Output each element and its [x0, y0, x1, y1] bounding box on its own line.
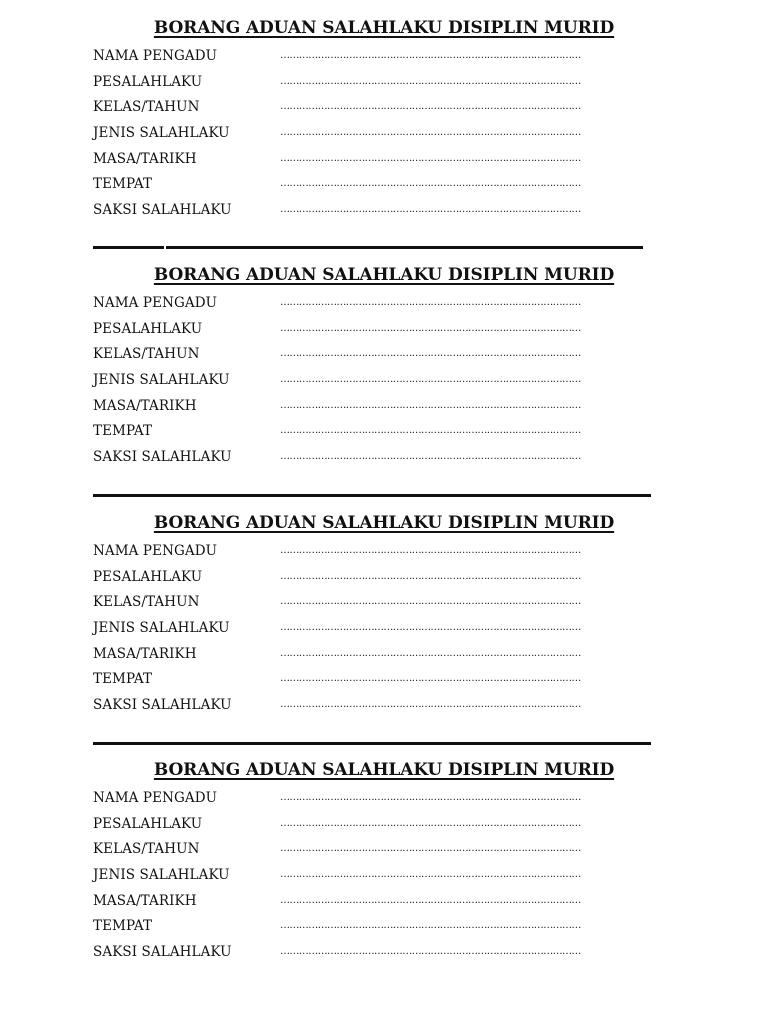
- field-blank-line: ……………………………………………………………………………………: [280, 152, 581, 164]
- field-label: SAKSI SALAHLAKU: [93, 202, 232, 219]
- field-blank-line: ……………………………………………………………………………………: [280, 946, 581, 958]
- field-row-pesalahlaku: [93, 320, 673, 346]
- field-blank-line: ……………………………………………………………………………………: [280, 425, 581, 437]
- field-blank-line: ……………………………………………………………………………………: [280, 545, 581, 556]
- divider-gap: [164, 246, 166, 249]
- field-label: KELAS/TAHUN: [93, 594, 200, 611]
- field-row-masa-tarikh: [93, 397, 673, 423]
- field-row-saksi-salahlaku: [93, 696, 673, 722]
- field-row-tempat: [93, 670, 673, 696]
- field-label: KELAS/TAHUN: [93, 841, 200, 858]
- form-fields: [93, 47, 673, 227]
- field-blank-line: ……………………………………………………………………………………: [280, 50, 581, 61]
- field-row-nama-pengadu: [93, 542, 673, 568]
- field-blank-line: ……………………………………………………………………………………: [280, 322, 581, 334]
- field-row-jenis-salahlaku: [93, 866, 673, 892]
- field-row-nama-pengadu: [93, 789, 673, 815]
- field-label: PESALAHLAKU: [93, 320, 203, 337]
- field-label: SAKSI SALAHLAKU: [93, 449, 232, 466]
- field-row-kelas-tahun: [93, 840, 673, 866]
- field-row-saksi-salahlaku: [93, 943, 673, 969]
- section-divider: [93, 742, 651, 745]
- field-blank-line: ……………………………………………………………………………………: [280, 75, 581, 87]
- complaint-form-4: [0, 759, 768, 979]
- form-fields: [93, 294, 673, 474]
- field-row-jenis-salahlaku: [93, 619, 673, 645]
- field-blank-line: ……………………………………………………………………………………: [280, 570, 581, 582]
- field-label: KELAS/TAHUN: [93, 346, 200, 363]
- field-blank-line: ……………………………………………………………………………………: [280, 699, 581, 711]
- field-blank-line: ……………………………………………………………………………………: [280, 374, 581, 386]
- field-label: NAMA PENGADU: [93, 543, 218, 559]
- field-row-jenis-salahlaku: [93, 124, 673, 150]
- field-label: JENIS SALAHLAKU: [93, 867, 230, 884]
- field-label: MASA/TARIKH: [93, 397, 197, 414]
- form-title: BORANG ADUAN SALAHLAKU DISIPLIN MURID: [153, 513, 615, 533]
- field-label: TEMPAT: [93, 423, 153, 440]
- field-blank-line: ……………………………………………………………………………………: [280, 451, 581, 463]
- field-label: MASA/TARIKH: [93, 645, 197, 662]
- field-blank-line: ……………………………………………………………………………………: [280, 399, 581, 411]
- field-row-saksi-salahlaku: [93, 201, 673, 227]
- field-row-pesalahlaku: [93, 568, 673, 594]
- field-blank-line: ……………………………………………………………………………………: [280, 920, 581, 932]
- section-divider: [93, 246, 643, 249]
- field-row-tempat: [93, 175, 673, 201]
- field-label: KELAS/TAHUN: [93, 99, 200, 116]
- field-label: JENIS SALAHLAKU: [93, 620, 230, 637]
- field-blank-line: ……………………………………………………………………………………: [280, 204, 581, 216]
- section-divider: [93, 494, 651, 497]
- field-row-kelas-tahun: [93, 345, 673, 371]
- field-row-nama-pengadu: [93, 294, 673, 320]
- form-fields: [93, 789, 673, 969]
- field-blank-line: ……………………………………………………………………………………: [280, 622, 581, 634]
- field-blank-line: ……………………………………………………………………………………: [280, 127, 581, 139]
- field-label: JENIS SALAHLAKU: [93, 125, 230, 142]
- field-row-saksi-salahlaku: [93, 448, 673, 474]
- field-blank-line: ……………………………………………………………………………………: [280, 297, 581, 308]
- field-label: TEMPAT: [93, 918, 153, 935]
- field-label: NAMA PENGADU: [93, 295, 218, 311]
- form-title: BORANG ADUAN SALAHLAKU DISIPLIN MURID: [153, 265, 615, 285]
- field-blank-line: ……………………………………………………………………………………: [280, 869, 581, 881]
- field-blank-line: ……………………………………………………………………………………: [280, 178, 581, 190]
- field-label: NAMA PENGADU: [93, 48, 218, 64]
- field-row-masa-tarikh: [93, 892, 673, 918]
- field-row-kelas-tahun: [93, 593, 673, 619]
- field-row-tempat: [93, 917, 673, 943]
- field-label: MASA/TARIKH: [93, 892, 197, 909]
- field-label: NAMA PENGADU: [93, 790, 218, 806]
- field-label: PESALAHLAKU: [93, 815, 203, 832]
- field-label: PESALAHLAKU: [93, 568, 203, 585]
- form-fields: [93, 542, 673, 722]
- field-row-pesalahlaku: [93, 73, 673, 99]
- field-blank-line: ……………………………………………………………………………………: [280, 843, 581, 855]
- field-row-masa-tarikh: [93, 150, 673, 176]
- field-row-nama-pengadu: [93, 47, 673, 73]
- field-row-pesalahlaku: [93, 815, 673, 841]
- field-label: TEMPAT: [93, 176, 153, 193]
- complaint-form-2: [0, 264, 768, 484]
- field-blank-line: ……………………………………………………………………………………: [280, 596, 581, 608]
- field-label: SAKSI SALAHLAKU: [93, 944, 232, 961]
- field-row-kelas-tahun: [93, 98, 673, 124]
- complaint-form-1: [0, 17, 768, 237]
- field-blank-line: ……………………………………………………………………………………: [280, 101, 581, 113]
- form-title: BORANG ADUAN SALAHLAKU DISIPLIN MURID: [153, 760, 615, 780]
- field-row-tempat: [93, 422, 673, 448]
- field-label: MASA/TARIKH: [93, 150, 197, 167]
- field-label: TEMPAT: [93, 671, 153, 688]
- form-title: BORANG ADUAN SALAHLAKU DISIPLIN MURID: [153, 18, 615, 38]
- field-blank-line: ……………………………………………………………………………………: [280, 673, 581, 685]
- field-label: JENIS SALAHLAKU: [93, 372, 230, 389]
- field-label: SAKSI SALAHLAKU: [93, 697, 232, 714]
- field-blank-line: ……………………………………………………………………………………: [280, 647, 581, 659]
- field-row-jenis-salahlaku: [93, 371, 673, 397]
- field-row-masa-tarikh: [93, 645, 673, 671]
- complaint-form-3: [0, 512, 768, 732]
- field-blank-line: ……………………………………………………………………………………: [280, 348, 581, 360]
- field-label: PESALAHLAKU: [93, 73, 203, 90]
- field-blank-line: ……………………………………………………………………………………: [280, 792, 581, 803]
- field-blank-line: ……………………………………………………………………………………: [280, 894, 581, 906]
- field-blank-line: ……………………………………………………………………………………: [280, 817, 581, 829]
